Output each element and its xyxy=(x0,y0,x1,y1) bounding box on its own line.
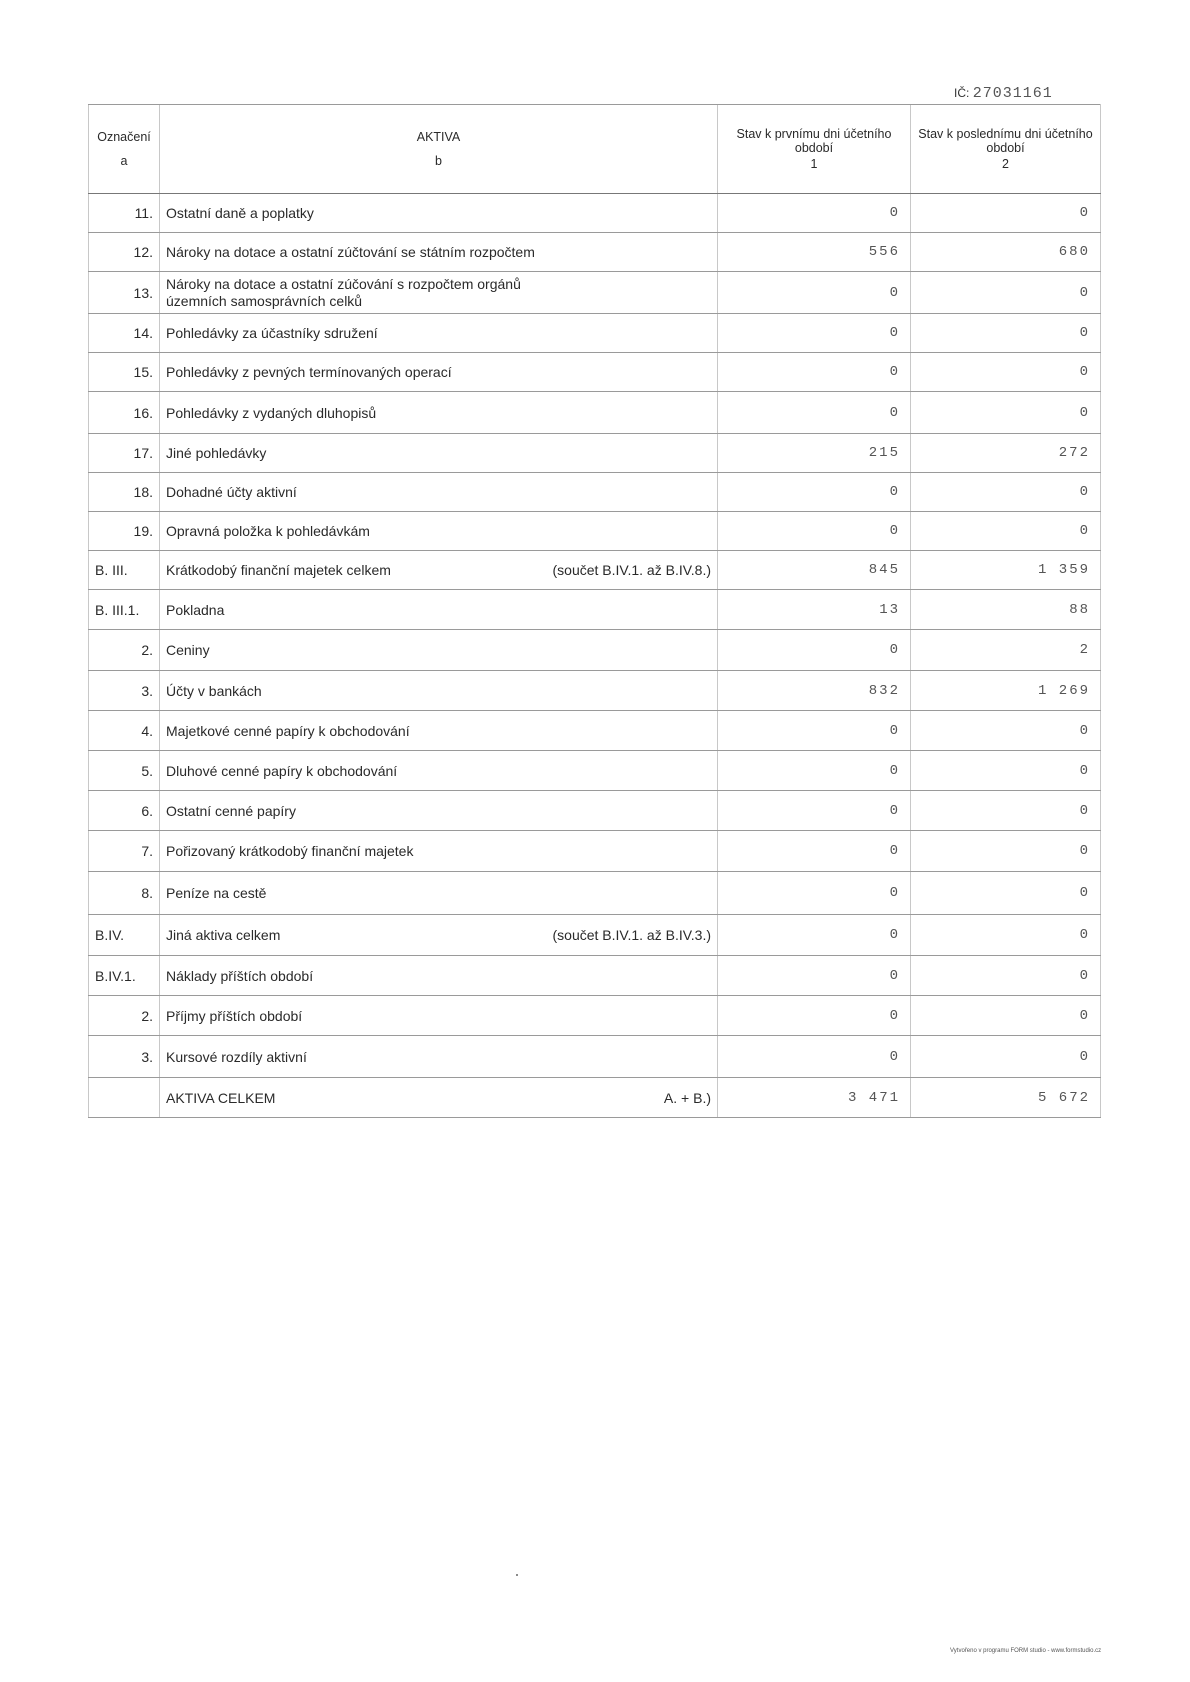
row-value-first-day: 0 xyxy=(718,630,911,671)
row-name: Peníze na cestě xyxy=(166,885,267,901)
table-row xyxy=(89,1078,1101,1118)
row-value-first-day: 0 xyxy=(718,473,911,512)
row-name-cell xyxy=(160,353,718,392)
row-mark: 3. xyxy=(89,671,160,711)
row-mark: 11. xyxy=(89,194,160,233)
row-name-cell xyxy=(160,272,718,314)
row-note: A. + B.) xyxy=(663,1089,711,1106)
row-value-last-day: 2 xyxy=(911,630,1101,671)
table-row xyxy=(89,473,1101,512)
row-name-cell xyxy=(160,751,718,791)
row-mark: 7. xyxy=(89,831,160,872)
row-value-first-day: 0 xyxy=(718,831,911,872)
row-value-first-day: 0 xyxy=(718,353,911,392)
row-mark: 14. xyxy=(89,314,160,353)
header-oznaceni-sub: a xyxy=(120,154,128,168)
row-name: Majetkové cenné papíry k obchodování xyxy=(166,722,410,739)
row-note: (součet B.IV.1. až B.IV.8.) xyxy=(552,562,711,578)
row-value-first-day: 3 471 xyxy=(718,1078,911,1118)
row-value-first-day: 0 xyxy=(718,194,911,233)
row-name: Pokladna xyxy=(166,601,225,618)
table-row xyxy=(89,353,1101,392)
row-value-last-day: 0 xyxy=(911,272,1101,314)
header-oznaceni xyxy=(89,105,160,194)
row-value-first-day: 13 xyxy=(718,590,911,630)
table-row xyxy=(89,314,1101,353)
row-value-last-day: 0 xyxy=(911,314,1101,353)
row-name: Dluhové cenné papíry k obchodování xyxy=(166,762,398,779)
table-row xyxy=(89,512,1101,551)
table-row xyxy=(89,956,1101,996)
table-row xyxy=(89,711,1101,751)
row-value-last-day: 0 xyxy=(911,872,1101,915)
footer-note: Vytvořeno v programu FORM studio - www.formstudio.cz xyxy=(950,1648,1102,1654)
row-name: Ceniny xyxy=(166,642,210,658)
ic-number: 27031161 xyxy=(972,85,1053,102)
row-name-cell xyxy=(160,1036,718,1078)
row-value-last-day: 0 xyxy=(911,353,1101,392)
row-mark: B. III. xyxy=(89,551,160,590)
row-name: Příjmy příštích období xyxy=(166,1007,303,1024)
row-mark: 13. xyxy=(89,272,160,314)
header-col1-sub: 1 xyxy=(810,157,818,171)
ic-label-text: IČ: xyxy=(954,86,970,100)
row-mark: 3. xyxy=(89,1036,160,1078)
table-row xyxy=(89,751,1101,791)
table-row xyxy=(89,996,1101,1036)
row-value-first-day: 0 xyxy=(718,512,911,551)
row-mark xyxy=(89,1078,160,1118)
row-value-last-day: 88 xyxy=(911,590,1101,630)
table-row xyxy=(89,630,1101,671)
row-name-cell xyxy=(160,590,718,630)
table-row xyxy=(89,434,1101,473)
row-value-first-day: 845 xyxy=(718,551,911,590)
table-row xyxy=(89,233,1101,272)
row-mark: B. III.1. xyxy=(89,590,160,630)
row-name-cell xyxy=(160,551,718,590)
row-mark: 4. xyxy=(89,711,160,751)
row-value-last-day: 0 xyxy=(911,956,1101,996)
row-name: Pohledávky z pevných termínovaných operací xyxy=(166,364,452,380)
row-value-last-day: 1 269 xyxy=(911,671,1101,711)
row-mark: 18. xyxy=(89,473,160,512)
row-value-last-day: 5 672 xyxy=(911,1078,1101,1118)
row-name: Nároky na dotace a ostatní zúčování s rozpočtem orgánů územních samosprávních celků xyxy=(166,275,521,309)
row-name: Pohledávky za účastníky sdružení xyxy=(166,325,378,341)
row-value-last-day: 0 xyxy=(911,711,1101,751)
row-name-cell xyxy=(160,791,718,831)
row-name-cell xyxy=(160,671,718,711)
table-row xyxy=(89,791,1101,831)
row-value-first-day: 215 xyxy=(718,434,911,473)
row-name: Ostatní daně a poplatky xyxy=(166,205,314,221)
table-row xyxy=(89,590,1101,630)
row-value-first-day: 832 xyxy=(718,671,911,711)
header-oznaceni-label: Označení xyxy=(97,130,151,144)
row-name-cell xyxy=(160,314,718,353)
row-name: Dohadné účty aktivní xyxy=(166,484,297,500)
row-value-last-day: 1 359 xyxy=(911,551,1101,590)
table-header xyxy=(89,105,1101,194)
row-mark: 2. xyxy=(89,996,160,1036)
row-name: Krátkodobý finanční majetek celkem xyxy=(166,562,391,578)
row-value-first-day: 0 xyxy=(718,791,911,831)
row-name-cell xyxy=(160,915,718,956)
row-name-cell xyxy=(160,392,718,434)
row-mark: B.IV. xyxy=(89,915,160,956)
row-name-cell xyxy=(160,831,718,872)
header-col2-label: Stav k poslednímu dni účetního období xyxy=(918,127,1093,155)
row-name-cell xyxy=(160,1078,718,1118)
row-value-last-day: 0 xyxy=(911,751,1101,791)
row-value-first-day: 556 xyxy=(718,233,911,272)
row-value-first-day: 0 xyxy=(718,392,911,434)
row-mark: 8. xyxy=(89,872,160,915)
row-name: Účty v bankách xyxy=(166,682,262,699)
row-name-cell xyxy=(160,233,718,272)
row-value-last-day: 0 xyxy=(911,831,1101,872)
row-name-cell xyxy=(160,512,718,551)
row-name: Jiné pohledávky xyxy=(166,445,267,461)
header-aktiva xyxy=(160,105,718,194)
row-value-last-day: 0 xyxy=(911,791,1101,831)
row-name-cell xyxy=(160,473,718,512)
row-value-first-day: 0 xyxy=(718,751,911,791)
row-value-first-day: 0 xyxy=(718,996,911,1036)
row-name-cell xyxy=(160,996,718,1036)
header-col2 xyxy=(911,105,1101,194)
row-name: AKTIVA CELKEM xyxy=(166,1089,276,1106)
row-name-cell xyxy=(160,711,718,751)
row-value-first-day: 0 xyxy=(718,711,911,751)
header-col2-sub: 2 xyxy=(1002,157,1009,171)
row-value-first-day: 0 xyxy=(718,272,911,314)
header-col1 xyxy=(718,105,911,194)
row-mark: 19. xyxy=(89,512,160,551)
row-name-cell xyxy=(160,872,718,915)
table-row xyxy=(89,831,1101,872)
header-col1-label: Stav k prvnímu dni účetního období xyxy=(736,127,892,155)
row-mark: 2. xyxy=(89,630,160,671)
row-note: (součet B.IV.1. až B.IV.3.) xyxy=(552,927,711,943)
row-value-last-day: 0 xyxy=(911,1036,1101,1078)
header-aktiva-label: AKTIVA xyxy=(416,130,461,144)
row-mark: 5. xyxy=(89,751,160,791)
row-value-first-day: 0 xyxy=(718,314,911,353)
row-value-last-day: 680 xyxy=(911,233,1101,272)
ic-label xyxy=(954,85,1053,102)
table-row xyxy=(89,551,1101,590)
row-value-last-day: 0 xyxy=(911,996,1101,1036)
table-row xyxy=(89,194,1101,233)
row-value-last-day: 0 xyxy=(911,473,1101,512)
row-value-last-day: 0 xyxy=(911,194,1101,233)
row-mark: 15. xyxy=(89,353,160,392)
row-name-cell xyxy=(160,434,718,473)
table-row xyxy=(89,272,1101,314)
row-value-first-day: 0 xyxy=(718,872,911,915)
row-mark: 6. xyxy=(89,791,160,831)
assets-table xyxy=(88,104,1101,1118)
row-mark: 17. xyxy=(89,434,160,473)
row-name: Pohledávky z vydaných dluhopisů xyxy=(166,404,377,421)
table-row xyxy=(89,1036,1101,1078)
table-row xyxy=(89,915,1101,956)
scan-speck xyxy=(516,1574,518,1576)
table-row xyxy=(89,671,1101,711)
header-aktiva-sub: b xyxy=(435,154,442,168)
row-value-first-day: 0 xyxy=(718,915,911,956)
table-row xyxy=(89,872,1101,915)
row-name: Ostatní cenné papíry xyxy=(166,802,296,819)
row-name-cell xyxy=(160,630,718,671)
row-name: Jiná aktiva celkem xyxy=(166,927,281,943)
row-value-last-day: 0 xyxy=(911,512,1101,551)
row-value-last-day: 272 xyxy=(911,434,1101,473)
row-value-last-day: 0 xyxy=(911,915,1101,956)
row-name: Pořizovaný krátkodobý finanční majetek xyxy=(166,843,414,859)
table-row xyxy=(89,392,1101,434)
row-name: Náklady příštích období xyxy=(166,967,314,984)
row-name: Kursové rozdíly aktivní xyxy=(166,1048,307,1065)
row-name-cell xyxy=(160,956,718,996)
row-value-first-day: 0 xyxy=(718,956,911,996)
row-mark: B.IV.1. xyxy=(89,956,160,996)
row-name: Nároky na dotace a ostatní zúčtování se státním rozpočtem xyxy=(166,244,535,260)
row-mark: 12. xyxy=(89,233,160,272)
row-mark: 16. xyxy=(89,392,160,434)
row-value-first-day: 0 xyxy=(718,1036,911,1078)
row-name: Opravná položka k pohledávkám xyxy=(166,523,370,539)
row-name-cell xyxy=(160,194,718,233)
row-value-last-day: 0 xyxy=(911,392,1101,434)
